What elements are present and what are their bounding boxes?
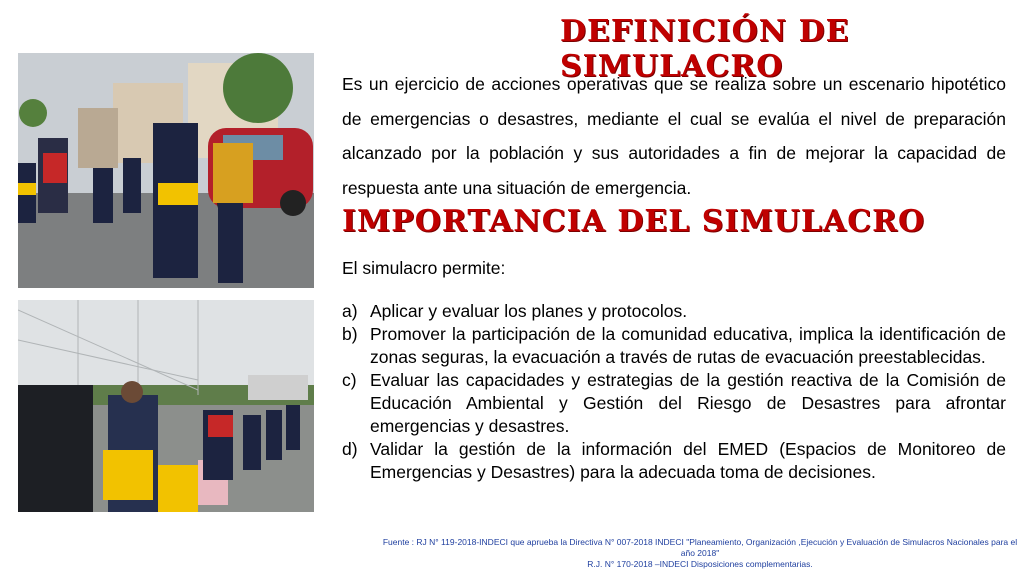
intro-text: El simulacro permite: <box>342 258 506 278</box>
list-text: Aplicar y evaluar los planes y protocolos. <box>370 301 688 321</box>
source-line-2: R.J. N° 170-2018 –INDECI Disposiciones complementarias. <box>587 559 813 569</box>
list-item <box>342 369 1006 438</box>
list-marker: c) <box>342 370 357 390</box>
list-marker: b) <box>342 324 358 344</box>
list-text: Validar la gestión de la información del EMED (Espacios de Monitoreo de Emergencias y Desastres) para la adecuada toma de decisiones. <box>370 439 1006 482</box>
title-importancia: IMPORTANCIA DEL SIMULACRO <box>342 204 926 239</box>
list-item <box>342 323 1006 369</box>
list-text: Promover la participación de la comunidad educativa, implica la identificación de zonas seguras, la evacuación a través de rutas de evacuación preestablecidas. <box>370 324 1006 367</box>
importance-list <box>342 300 1006 484</box>
list-marker: a) <box>342 301 358 321</box>
title-definicion: DEFINICIÓN DE SIMULACRO <box>560 14 850 84</box>
source-footnote <box>380 537 1020 570</box>
list-item <box>342 300 1006 323</box>
list-marker: d) <box>342 439 358 459</box>
list-item <box>342 438 1006 484</box>
definition-paragraph: Es un ejercicio de acciones operativas que se realiza sobre un escenario hipotético de emergencias o desastres, mediante el cual se evalúa el nivel de preparación alcanzado por la población y sus autoridades a fin de mejorar la capacidad de respuesta ante una situación de emergencia. <box>342 74 1006 198</box>
photo-street-evacuation <box>18 53 314 288</box>
list-text: Evaluar las capacidades y estrategias de la gestión reactiva de la Comisión de Educación Ambiental y Gestión del Riesgo de Desastres para afrontar emergencias y desastres. <box>370 370 1006 436</box>
source-line-1: Fuente : RJ N° 119-2018-INDECI que aprueba la Directiva N° 007-2018 INDECI "Planeamiento, Organización ,Ejecución y Evaluación de Simulacros Nacionales para el año 2018" <box>382 537 1018 558</box>
photo-schoolyard-evacuation <box>18 300 314 512</box>
